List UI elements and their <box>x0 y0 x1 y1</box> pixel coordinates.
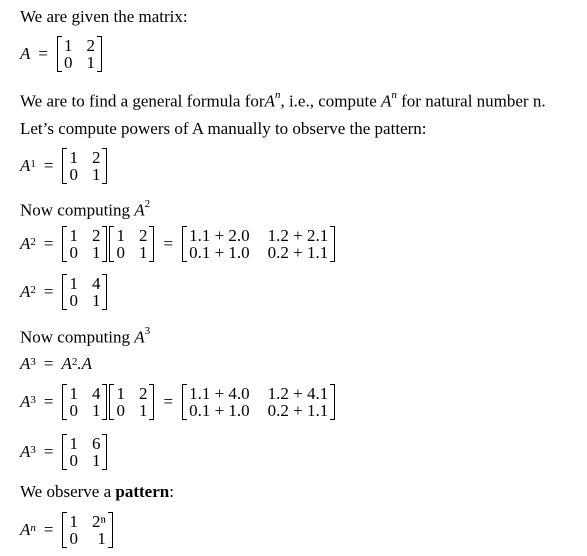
a3-calculation <box>20 384 336 420</box>
cell: 0 <box>63 53 73 72</box>
cell: 1.1 + 4.0 <box>189 384 250 403</box>
cell: 2 <box>91 226 101 245</box>
cell: 1 <box>91 291 101 310</box>
matrix <box>62 274 107 310</box>
a2-calculation <box>20 226 336 262</box>
cell: 1 <box>63 36 73 55</box>
cell: 1 <box>69 274 78 293</box>
cell: 1 <box>69 384 78 403</box>
bracket-right <box>330 226 335 262</box>
lhs-var: A <box>20 354 31 373</box>
cell: 0 <box>69 243 78 262</box>
cell: 1.1 + 2.0 <box>189 226 250 245</box>
bracket-right <box>102 384 107 420</box>
exponent: 3 <box>144 325 151 337</box>
cell: 0 <box>69 451 78 470</box>
cell: 1 <box>116 384 125 403</box>
cell: 1 <box>91 165 101 184</box>
cell: 1 <box>69 434 78 453</box>
bracket-right <box>97 36 102 72</box>
cell: 1 <box>91 401 101 420</box>
cell: 1 <box>86 53 95 72</box>
task-text <box>20 87 546 112</box>
observe-bold: pattern <box>115 482 170 501</box>
matrix-a-definition <box>20 36 103 72</box>
equals-sign: = <box>163 392 174 411</box>
cell: 1 <box>69 148 78 167</box>
var: A <box>264 91 275 111</box>
equals-sign: = <box>43 442 54 461</box>
matrix-grid <box>67 434 102 470</box>
matrix <box>62 434 107 470</box>
lhs-var: A <box>20 282 31 301</box>
matrix <box>109 226 154 262</box>
cell: 1.2 + 4.1 <box>267 384 329 403</box>
exponent: 3 <box>30 444 36 456</box>
task-mid: , i.e., compute <box>280 91 381 111</box>
result-matrix <box>182 226 335 262</box>
cell: 4 <box>91 384 101 403</box>
task-pre: We are to find a general formula for <box>20 91 265 111</box>
cell: 0 <box>69 291 78 310</box>
task-post: for natural number n. <box>396 91 546 111</box>
cell: 0 <box>69 165 78 184</box>
lhs-var: A <box>20 520 31 539</box>
cell: 1 <box>91 243 101 262</box>
matrix <box>62 384 107 420</box>
cell: 0 <box>69 401 78 420</box>
lhs-var: A <box>20 442 31 461</box>
cell: 0 <box>116 401 125 420</box>
a3-result <box>20 434 108 470</box>
matrix-grid <box>67 512 107 548</box>
cell: 0 <box>116 243 125 262</box>
bracket-right <box>108 512 113 548</box>
matrix-grid <box>114 384 149 420</box>
bracket-right <box>330 384 335 420</box>
lhs-var: A <box>20 234 31 253</box>
exponent: n <box>274 89 281 101</box>
exponent: 3 <box>30 356 36 368</box>
var: A <box>134 327 145 347</box>
matrix-grid <box>67 226 102 262</box>
equals-sign: = <box>43 520 54 539</box>
cell: 1 <box>116 226 125 245</box>
lhs-var: A <box>20 156 31 175</box>
now-computing-a2 <box>20 196 150 221</box>
an-result <box>20 512 114 548</box>
exponent: 2 <box>144 198 151 210</box>
matrix-grid <box>187 384 330 420</box>
a1-equation <box>20 148 108 184</box>
exponent: 1 <box>30 158 36 170</box>
rhs-term: .A <box>77 354 93 373</box>
bracket-right <box>102 274 107 310</box>
var: A <box>381 91 392 111</box>
exponent: 3 <box>30 394 36 406</box>
matrix-grid <box>67 274 102 310</box>
matrix <box>62 226 107 262</box>
cell: 4 <box>91 274 101 293</box>
observe-post: : <box>169 482 174 501</box>
matrix-grid <box>67 384 102 420</box>
now-text: Now computing <box>20 200 135 220</box>
cell: 1 <box>69 512 78 531</box>
equals-sign: = <box>43 234 54 253</box>
matrix <box>109 384 154 420</box>
matrix-grid <box>67 148 102 184</box>
var: A <box>134 200 145 220</box>
equals-sign: = <box>43 282 54 301</box>
result-matrix <box>182 384 335 420</box>
cell: 0 <box>69 529 78 548</box>
cell: 2 <box>138 226 148 245</box>
intro-text: We are given the matrix: <box>20 7 188 26</box>
bracket-right <box>149 384 154 420</box>
cell: 1 <box>138 401 148 420</box>
matrix <box>62 512 112 548</box>
bracket-right <box>149 226 154 262</box>
cell: 2ⁿ <box>91 512 106 531</box>
var: A <box>61 354 72 373</box>
a2-result <box>20 274 108 310</box>
cell: 0.2 + 1.1 <box>267 401 329 420</box>
matrix-grid <box>114 226 149 262</box>
cell: 1.2 + 2.1 <box>267 226 329 245</box>
cell: 1 <box>138 243 148 262</box>
now-computing-a3 <box>20 323 150 348</box>
equals-sign: = <box>163 234 174 253</box>
exponent: n <box>391 89 397 101</box>
cell: 1 <box>91 451 101 470</box>
lets-text: Let’s compute powers of A manually to observe the pattern: <box>20 119 427 138</box>
cell: 0.1 + 1.0 <box>189 243 250 262</box>
exponent: 2 <box>30 284 36 296</box>
matrix <box>57 36 102 72</box>
exponent: 2 <box>30 236 36 248</box>
cell: 1 <box>97 529 106 548</box>
equals-sign: = <box>43 392 54 411</box>
observe-pre: We observe a <box>20 482 116 501</box>
cell: 2 <box>86 36 95 55</box>
a3-definition <box>20 354 92 374</box>
equals-sign: = <box>43 156 54 175</box>
cell: 2 <box>91 148 101 167</box>
exponent: n <box>30 522 36 534</box>
matrix-grid <box>62 36 97 72</box>
cell: 2 <box>138 384 148 403</box>
cell: 0.2 + 1.1 <box>267 243 329 262</box>
matrix-grid <box>187 226 330 262</box>
lhs-var: A <box>20 392 31 411</box>
cell: 1 <box>69 226 78 245</box>
bracket-right <box>102 226 107 262</box>
matrix <box>62 148 107 184</box>
equals-sign: = <box>38 44 48 63</box>
cell: 6 <box>91 434 101 453</box>
equals-sign: = <box>43 354 54 373</box>
bracket-right <box>102 434 107 470</box>
now-text: Now computing <box>20 327 135 347</box>
observe-text <box>20 482 174 502</box>
cell: 0.1 + 1.0 <box>189 401 250 420</box>
lhs-var: A <box>20 44 31 63</box>
bracket-right <box>102 148 107 184</box>
exponent: 2 <box>71 356 78 368</box>
